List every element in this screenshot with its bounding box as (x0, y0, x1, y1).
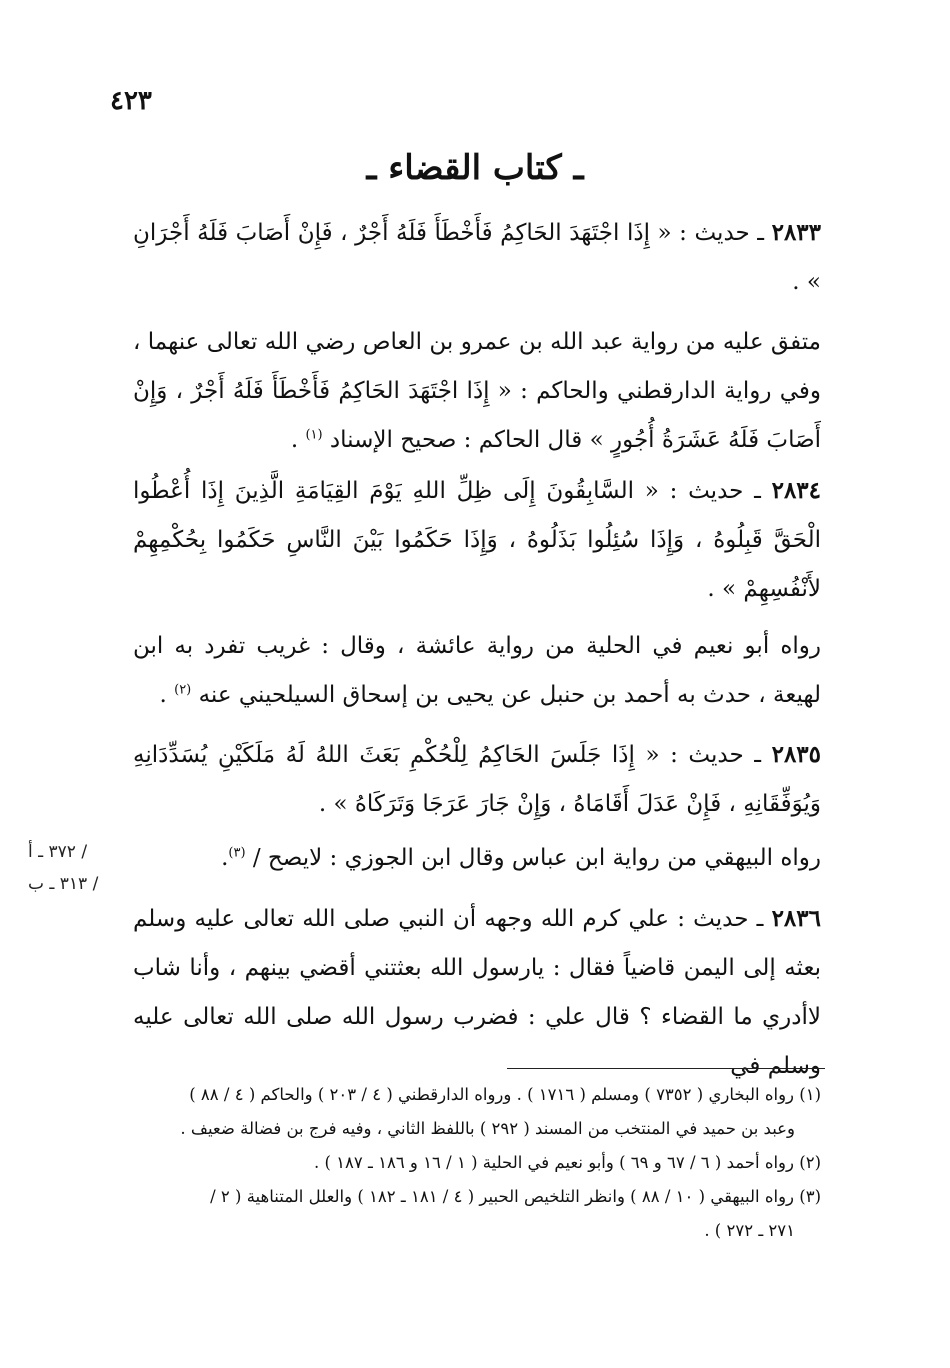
commentary-paragraph (133, 318, 821, 465)
footnote-ref: (٢) (174, 682, 192, 698)
footnote-ref: (١) (305, 427, 323, 443)
hadith-entry (133, 466, 821, 614)
margin-folio-note: / ٣٧٢ ـ أ (28, 842, 88, 862)
footnote-line: وعبد بن حميد في المنتخب من المسند ( ٢٩٢ ) باللفظ الثاني ، وفيه فرج بن فضالة ضعيف . (180, 1119, 795, 1138)
footnotes (133, 1078, 821, 1248)
commentary-text: رواه البيهقي من رواية ابن عباس وقال ابن الجوزي : لايصح / (252, 845, 821, 871)
punctuation: . (290, 427, 306, 453)
hadith-number: ٢٨٣٦ (771, 905, 821, 932)
hadith-entry (133, 208, 821, 307)
hadith-entry (133, 894, 821, 1091)
commentary-text: رواه أبو نعيم في الحلية من رواية عائشة ، وقال : غريب تفرد به ابن لهيعة ، حدث به أحمد بن حنبل عن يحيى بن إسحاق السيلحيني عنه (133, 633, 821, 708)
hadith-entry (133, 730, 821, 829)
hadith-text: ـ حديث : « إِذَا جَلَسَ الحَاكِمُ لِلْحُكْمِ بَعَثَ اللهُ لَهُ مَلَكَيْنِ يُسَدِّدَانِهِ وَيُوَفِّقَانِهِ ، فَإِنْ عَدَلَ أَقَامَاهُ ، وَإِنْ جَارَ عَرَجَا وَتَرَكَاهُ » . (133, 742, 821, 817)
footnote-line: (٢) رواه أحمد ( ٦ / ٦٧ و ٦٩ ) وأبو نعيم في الحلية ( ١ / ١٦ و ١٨٦ ـ ١٨٧ ) . (314, 1153, 821, 1172)
hadith-number: ٢٨٣٥ (771, 741, 822, 768)
section-title: ـ كتاب القضاء ـ (366, 148, 584, 188)
footnote-line: (٣) رواه البيهقي ( ١٠ / ٨٨ ) وانظر التلخيص الحبير ( ٤ / ١٨١ ـ ١٨٢ ) والعلل المتناهية ( ٢ / (210, 1187, 821, 1206)
margin-folio-note: / ٣١٣ ـ ب (28, 874, 99, 894)
footnote-ref: (٣) (228, 845, 246, 861)
hadith-text: ـ حديث : « إِذَا اجْتَهَدَ الحَاكِمُ فَأَخْطَأَ فَلَهُ أَجْرٌ ، فَإِنْ أَصَابَ فَلَهُ أَجْرَانِ » . (133, 220, 821, 295)
commentary-paragraph (133, 834, 821, 883)
punctuation: . (159, 682, 175, 708)
punctuation: . (221, 845, 229, 871)
hadith-number: ٢٨٣٣ (771, 219, 822, 246)
footnote-divider (507, 1068, 825, 1069)
footnote-line: ٢٧١ ـ ٢٧٢ ) . (704, 1221, 795, 1240)
page-number: ٤٢٣ (110, 86, 152, 116)
footnote-line: (١) رواه البخاري ( ٧٣٥٢ ) ومسلم ( ١٧١٦ ) . ورواه الدارقطني ( ٤ / ٢٠٣ ) والحاكم ( ٤ / ٨٨ ) (189, 1085, 821, 1104)
hadith-text: ـ حديث : علي كرم الله وجهه أن النبي صلى الله تعالى عليه وسلم بعثه إلى اليمن قاضياً فقال : يارسول الله بعثتني أقضي بينهم ، وأنا شاب لاأدري ما القضاء ؟ قال علي : فضرب رسول الله صلى الله تعالى عليه وسلم في (133, 906, 821, 1079)
commentary-text: متفق عليه من رواية عبد الله بن عمرو بن العاص رضي الله تعالى عنهما ، وفي رواية الدارقطني والحاكم : « إِذَا اجْتَهَدَ الحَاكِمُ فَأَخْطَأَ فَلَهُ أَجْرٌ ، وَإِنْ أَصَابَ فَلَهُ عَشَرَةُ أُجُورٍ » قال الحاكم : صحيح الإسناد (133, 329, 821, 453)
commentary-paragraph (133, 622, 821, 720)
hadith-number: ٢٨٣٤ (771, 477, 822, 504)
hadith-text: ـ حديث : « السَّابِقُونَ إِلَى ظِلِّ اللهِ يَوْمَ القِيَامَةِ الَّذِينَ إِذَا أُعْطُوا الْحَقَّ قَبِلُوهُ ، وَإِذَا سُئِلُوا بَذَلُوهُ ، وَإِذَا حَكَمُوا بَيْنَ النَّاسِ حَكَمُوا بِحُكْمِهِمْ لأَنْفُسِهِمْ » . (133, 478, 821, 602)
